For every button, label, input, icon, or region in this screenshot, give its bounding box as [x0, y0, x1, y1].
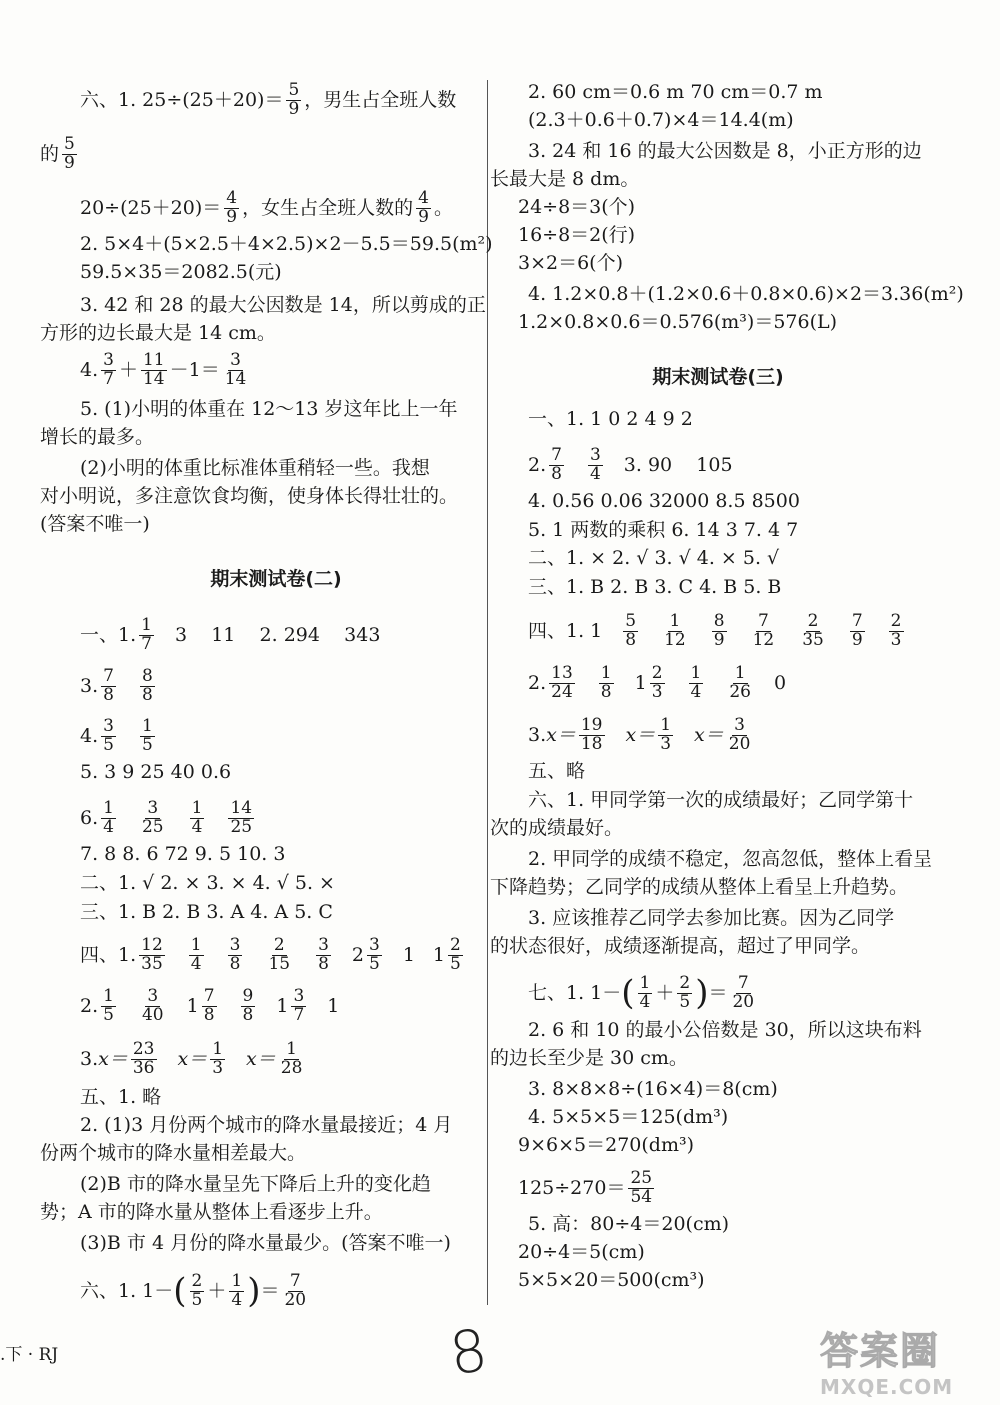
numerator: 1 [141, 615, 152, 635]
answer-line: 下降趋势；乙同学的成绩从整体上看呈上升趋势。 [490, 876, 909, 898]
fraction [190, 800, 205, 837]
denominator: 20 [728, 733, 751, 754]
column-divider [487, 80, 488, 1305]
text: 3. 90 105 [623, 454, 733, 477]
denominator: 7 [103, 368, 114, 389]
numerator: 1 [190, 935, 202, 955]
denominator: 4 [190, 953, 202, 974]
answer-line [80, 1041, 307, 1078]
denominator: 8 [229, 953, 241, 974]
fraction [628, 1170, 654, 1207]
denominator: 4 [191, 816, 203, 837]
text: 3 11 2. 294 343 [174, 624, 381, 647]
answer-line: 2. 6 和 10 的最小公倍数是 30，所以这块布料 [528, 1019, 922, 1041]
denominator: 3 [212, 1057, 224, 1078]
answer-line [80, 800, 257, 837]
denominator: 9 [64, 152, 75, 173]
text: 1 [402, 944, 415, 967]
text: ＝ [708, 982, 728, 1005]
text: 3. [528, 724, 547, 747]
text: ＋ [655, 982, 675, 1005]
answer-line: 3. 8×8×8÷(16×4)＝8(cm) [528, 1078, 778, 1100]
text: x＝ [98, 1048, 128, 1071]
answer-line [528, 613, 907, 650]
answer-line: 24÷8＝3(个) [518, 196, 636, 218]
text: 4. [80, 359, 99, 382]
fraction [599, 665, 614, 702]
numerator: 3 [734, 715, 745, 735]
watermark [820, 1320, 995, 1400]
text: 4. [80, 725, 99, 748]
answer-line: 5. 3 9 25 40 0.6 [80, 761, 232, 783]
fraction [241, 988, 256, 1025]
answer-line [528, 975, 759, 1012]
answer-line: 3. 应该推荐乙同学去参加比赛。因为乙同学 [528, 907, 895, 929]
left-paren: ( [621, 973, 635, 1014]
fraction [282, 1273, 308, 1310]
answer-line: 9×6×5＝270(dm³) [518, 1134, 694, 1156]
text: ＋ [207, 1280, 227, 1303]
numerator: 2 [191, 1271, 203, 1291]
numerator: 8 [141, 666, 153, 686]
fraction [588, 447, 603, 484]
page-number: 8 [445, 1315, 492, 1389]
denominator: 9 [851, 629, 863, 650]
numerator: 1 [600, 663, 612, 683]
text: 0 [774, 672, 787, 695]
fraction [140, 988, 166, 1025]
answer-line: 五、1. 略 [80, 1086, 162, 1108]
denominator: 14 [142, 368, 165, 389]
denominator: 25 [141, 816, 164, 837]
fraction [889, 613, 904, 650]
answer-line: 长最大是 8 dm。 [490, 168, 640, 190]
answer-line: 16÷8＝2(行) [518, 224, 636, 246]
numerator: 7 [103, 666, 114, 686]
answer-line: 对小明说，多注意饮食均衡，使身体长得壮壮的。 [40, 485, 459, 507]
text: x＝ [694, 724, 724, 747]
fraction [202, 988, 217, 1025]
text: 2 [351, 944, 364, 967]
fraction [549, 665, 575, 702]
answer-line [528, 717, 755, 754]
answer-line: 的边长至少是 30 cm。 [490, 1047, 688, 1069]
fraction [712, 613, 727, 650]
fraction [210, 1041, 225, 1078]
fraction [367, 937, 382, 974]
answer-line: 份两个城市的降水量相差最大。 [40, 1142, 307, 1164]
denominator: 5 [191, 1289, 203, 1310]
denominator: 5 [103, 1004, 114, 1025]
numerator: 4 [226, 188, 238, 208]
denominator: 12 [664, 629, 686, 650]
fraction [101, 352, 116, 389]
text: 。 [433, 197, 453, 220]
answer-line [80, 352, 251, 389]
numerator: 7 [851, 611, 863, 631]
fraction [139, 937, 165, 974]
fraction [279, 1041, 305, 1078]
answer-line: 5×5×20＝500(cm³) [518, 1269, 705, 1291]
denominator: 12 [752, 629, 775, 650]
text: 3. [80, 675, 99, 698]
numerator: 1 [212, 1039, 224, 1059]
numerator: 1 [734, 663, 746, 683]
text: x＝ [177, 1048, 208, 1071]
denominator: 20 [284, 1289, 307, 1310]
text: 七、1. 1－ [528, 982, 622, 1005]
denominator: 8 [318, 953, 329, 974]
numerator: 3 [103, 350, 114, 370]
denominator: 4 [639, 991, 651, 1012]
answer-line: 三、1. B 2. B 3. A 4. A 5. C [80, 901, 333, 923]
text: 1 [432, 944, 446, 967]
fraction [140, 668, 155, 705]
fraction [228, 937, 243, 974]
text: 2. [80, 995, 99, 1018]
numerator: 11 [142, 350, 165, 370]
numerator: 25 [630, 1168, 653, 1188]
numerator: 7 [737, 973, 749, 993]
fraction [141, 352, 167, 389]
numerator: 1 [141, 716, 153, 736]
answer-line [528, 447, 733, 484]
fraction [650, 665, 665, 702]
numerator: 1 [660, 715, 672, 735]
text: 的 [40, 143, 60, 166]
text: 六、1. 1－ [80, 1280, 174, 1303]
answer-line [518, 1170, 657, 1207]
answer-line: (2)B 市的降水量呈先下降后上升的变化趋 [80, 1173, 431, 1195]
fraction [101, 718, 116, 755]
answer-line: 3×2＝6(个) [518, 252, 624, 274]
fraction [190, 1273, 205, 1310]
denominator: 7 [293, 1004, 305, 1025]
text: －1＝ [169, 359, 220, 382]
answer-line: 次的成绩最好。 [490, 817, 624, 839]
denominator: 54 [630, 1186, 653, 1207]
numerator: 5 [64, 134, 75, 154]
numerator: 3 [147, 986, 159, 1006]
numerator: 2 [807, 611, 819, 631]
denominator: 4 [103, 816, 114, 837]
numerator: 1 [669, 611, 681, 631]
text: 1 [327, 995, 340, 1018]
answer-line: 1.2×0.8×0.6＝0.576(m³)＝576(L) [518, 311, 838, 333]
numerator: 1 [103, 798, 114, 818]
text: 四、1. [80, 944, 137, 967]
answer-line [80, 988, 339, 1025]
numerator: 8 [713, 611, 725, 631]
fraction [800, 613, 826, 650]
fraction [101, 988, 116, 1025]
denominator: 3 [890, 629, 902, 650]
numerator: 3 [293, 986, 305, 1006]
answer-line [80, 1273, 311, 1310]
fraction [140, 800, 166, 837]
denominator: 5 [141, 734, 153, 755]
answer-line [80, 190, 453, 227]
answer-line: 3. 24 和 16 的最大公因数是 8，小正方形的边 [528, 140, 922, 162]
denominator: 15 [268, 953, 291, 974]
answer-line: (2)小明的体重比标准体重稍轻一些。我想 [80, 457, 430, 479]
denominator: 4 [231, 1289, 243, 1310]
fraction [316, 937, 331, 974]
numerator: 3 [318, 935, 329, 955]
text: 6. [80, 807, 99, 830]
right-paren: ) [695, 973, 709, 1014]
answer-line [40, 136, 80, 173]
numerator: 7 [757, 611, 769, 631]
numerator: 3 [229, 935, 241, 955]
denominator: 5 [679, 991, 691, 1012]
answer-line [80, 718, 158, 755]
denominator: 4 [589, 463, 601, 484]
numerator: 2 [273, 935, 285, 955]
section-title: 期末测试卷(二) [210, 568, 342, 590]
text: 一、1. [80, 624, 137, 647]
answer-line: (3)B 市 4 月份的降水量最少。(答案不唯一) [80, 1232, 451, 1254]
fraction [579, 717, 605, 754]
denominator: 35 [141, 953, 163, 974]
answer-line: 的状态很好，成绩逐渐提高，超过了甲同学。 [490, 935, 871, 957]
answer-line: 2. (1)3 月份两个城市的降水量最接近；4 月 [80, 1114, 453, 1136]
answer-line: (2.3＋0.6＋0.7)×4＝14.4(m) [528, 109, 794, 131]
numerator: 5 [288, 80, 300, 100]
fraction [140, 718, 155, 755]
denominator: 7 [141, 633, 152, 654]
denominator: 20 [732, 991, 755, 1012]
text: ，男生占全班人数 [304, 89, 457, 112]
text: 2. [528, 454, 547, 477]
answer-line: 7. 8 8. 6 72 9. 5 10. 3 [80, 843, 286, 865]
numerator: 3 [103, 716, 114, 736]
denominator: 5 [450, 953, 461, 974]
text: x＝ [246, 1048, 276, 1071]
fraction [291, 988, 306, 1025]
denominator: 3 [660, 733, 672, 754]
denominator: 8 [103, 684, 114, 705]
footer-label: .下 · RJ [0, 1345, 59, 1365]
numerator: 7 [289, 1271, 301, 1291]
answer-line [80, 617, 380, 654]
denominator: 8 [203, 1004, 215, 1025]
answer-line: (答案不唯一) [40, 513, 150, 535]
denominator: 8 [141, 684, 153, 705]
numerator: 1 [191, 798, 203, 818]
text: 20÷(25＋20)＝ [80, 197, 222, 220]
text: 1 [634, 672, 647, 695]
watermark-logo-text: 答案圈 [820, 1329, 941, 1373]
numerator: 13 [551, 663, 573, 683]
fraction [751, 613, 777, 650]
denominator: 8 [625, 629, 637, 650]
fraction [131, 1041, 157, 1078]
text: 3. [80, 1048, 99, 1071]
text: 1 [276, 995, 289, 1018]
numerator: 12 [141, 935, 163, 955]
text: ＋ [118, 359, 138, 382]
fraction [730, 975, 756, 1012]
numerator: 1 [690, 663, 702, 683]
fraction [224, 190, 239, 227]
denominator: 9 [713, 629, 725, 650]
numerator: 2 [890, 611, 902, 631]
fraction [448, 937, 463, 974]
answer-line: 二、1. √ 2. × 3. × 4. √ 5. × [80, 872, 335, 894]
fraction [850, 613, 865, 650]
numerator: 1 [286, 1039, 297, 1059]
numerator: 1 [639, 973, 651, 993]
denominator: 4 [690, 681, 702, 702]
answer-line: 五、略 [528, 760, 586, 782]
fraction [727, 665, 753, 702]
text: x＝ [625, 724, 656, 747]
text: 四、1. 1 [528, 620, 603, 643]
answer-line: 一、1. 1 0 2 4 9 2 [528, 408, 693, 430]
numerator: 9 [242, 986, 254, 1006]
numerator: 14 [230, 798, 253, 818]
answer-line: 二、1. × 2. √ 3. √ 4. × 5. √ [528, 547, 780, 569]
answer-line: 2. 甲同学的成绩不稳定，忽高忽低，整体上看呈 [528, 848, 933, 870]
denominator: 26 [729, 681, 751, 702]
denominator: 36 [132, 1057, 155, 1078]
denominator: 35 [802, 629, 824, 650]
answer-line [80, 668, 158, 705]
text: ＝ [260, 1280, 280, 1303]
numerator: 1 [103, 986, 114, 1006]
text: x＝ [546, 724, 576, 747]
numerator: 2 [679, 973, 691, 993]
fraction [228, 800, 254, 837]
numerator: 4 [418, 188, 429, 208]
fraction [229, 1273, 244, 1310]
text: ，女生占全班人数的 [242, 197, 414, 220]
answer-line [80, 82, 456, 119]
fraction [549, 447, 564, 484]
answer-line: 增长的最多。 [40, 426, 155, 448]
answer-line: 59.5×35＝2082.5(元) [80, 261, 282, 283]
fraction [223, 352, 249, 389]
numerator: 19 [580, 715, 603, 735]
denominator: 40 [141, 1004, 164, 1025]
answer-line: 4. 1.2×0.8＋(1.2×0.6＋0.8×0.6)×2＝3.36(m²) [528, 283, 964, 305]
denominator: 8 [242, 1004, 254, 1025]
denominator: 9 [288, 98, 300, 119]
denominator: 9 [418, 206, 429, 227]
fraction [266, 937, 292, 974]
denominator: 18 [580, 733, 603, 754]
numerator: 7 [203, 986, 215, 1006]
numerator: 3 [230, 350, 241, 370]
denominator: 9 [226, 206, 238, 227]
text: 125÷270＝ [518, 1177, 626, 1200]
numerator: 2 [651, 663, 663, 683]
section-title: 期末测试卷(三) [652, 366, 784, 388]
denominator: 28 [280, 1057, 303, 1078]
numerator: 5 [625, 611, 637, 631]
numerator: 3 [147, 798, 159, 818]
fraction [662, 613, 688, 650]
numerator: 7 [551, 445, 562, 465]
denominator: 25 [230, 816, 253, 837]
answer-line: 方形的边长最大是 14 cm。 [40, 322, 276, 344]
answer-line: 5. (1)小明的体重在 12～13 岁这年比上一年 [80, 398, 458, 420]
fraction [416, 190, 431, 227]
denominator: 5 [103, 734, 114, 755]
denominator: 3 [651, 681, 663, 702]
denominator: 24 [551, 681, 573, 702]
answer-line: 2. 60 cm＝0.6 m 70 cm＝0.7 m [528, 81, 823, 103]
answer-line: 4. 0.56 0.06 32000 8.5 8500 [528, 490, 800, 512]
numerator: 3 [589, 445, 601, 465]
fraction [727, 717, 753, 754]
fraction [658, 717, 673, 754]
fraction [101, 668, 116, 705]
fraction [139, 617, 154, 654]
denominator: 14 [224, 368, 247, 389]
fraction [623, 613, 638, 650]
answer-line: 三、1. B 2. B 3. C 4. B 5. B [528, 576, 782, 598]
text: 1 [186, 995, 199, 1018]
text: 六、1. 25÷(25＋20)＝ [80, 89, 284, 112]
answer-line: 2. 5×4＋(5×2.5＋4×2.5)×2－5.5＝59.5(m²) [80, 233, 493, 255]
numerator: 1 [231, 1271, 243, 1291]
answer-line: 5. 1 两数的乘积 6. 14 3 7. 4 7 [528, 519, 799, 541]
numerator: 23 [132, 1039, 155, 1059]
fraction [677, 975, 692, 1012]
answer-line: 20÷4＝5(cm) [518, 1241, 645, 1263]
denominator: 8 [551, 463, 562, 484]
text: 2. [528, 672, 547, 695]
fraction [101, 800, 116, 837]
answer-line [80, 937, 466, 974]
answer-line: 六、1. 甲同学第一次的成绩最好；乙同学第十 [528, 789, 914, 811]
right-paren: ) [247, 1271, 261, 1312]
fraction [689, 665, 704, 702]
fraction [286, 82, 301, 119]
numerator: 3 [369, 935, 380, 955]
answer-line [528, 665, 786, 702]
answer-line: 4. 5×5×5＝125(dm³) [528, 1106, 729, 1128]
answer-line: 势；A 市的降水量从整体上看逐步上升。 [40, 1201, 383, 1223]
left-paren: ( [173, 1271, 187, 1312]
fraction [62, 136, 77, 173]
fraction [638, 975, 653, 1012]
answer-line: 5. 高：80÷4＝20(cm) [528, 1213, 730, 1235]
denominator: 5 [369, 953, 380, 974]
watermark-url: MXQE.COM [820, 1375, 954, 1399]
answer-line: 3. 42 和 28 的最大公因数是 14，所以剪成的正 [80, 294, 486, 316]
denominator: 8 [600, 681, 612, 702]
fraction [189, 937, 204, 974]
numerator: 2 [450, 935, 461, 955]
